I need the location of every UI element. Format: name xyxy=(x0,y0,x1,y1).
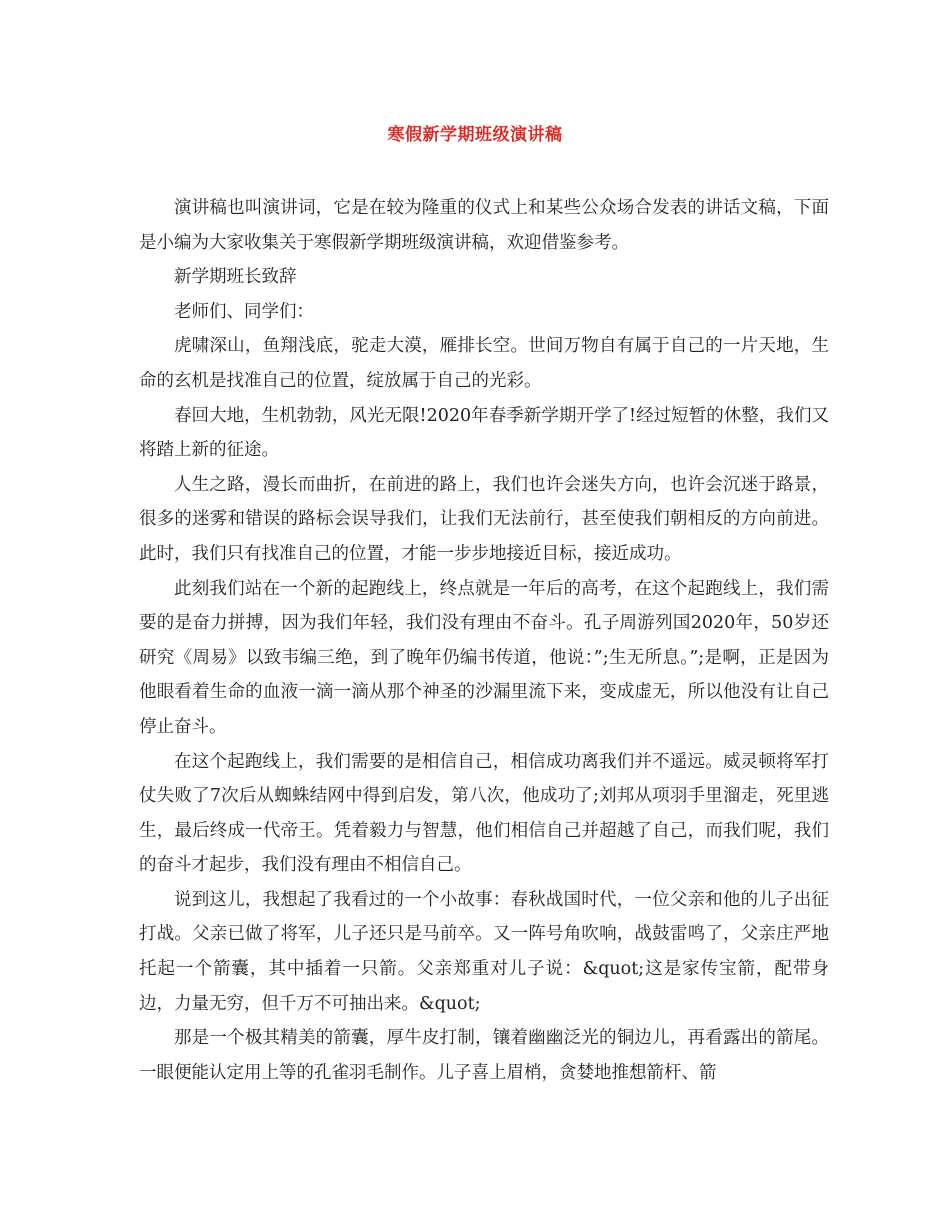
paragraph: 说到这儿，我想起了我看过的一个小故事：春秋战国时代，一位父亲和他的儿子出征打战。父亲已做了将军，儿子还只是马前卒。又一阵号角吹响，战鼓雷鸣了，父亲庄严地托起一个箭囊，其中插着一只箭。父亲郑重对儿子说：&quot;这是家传宝箭，配带身边，力量无穷，但千万不可抽出来。&quot; xyxy=(139,889,829,1014)
paragraph: 人生之路，漫长而曲折，在前进的路上，我们也许会迷失方向，也许会沉迷于路景，很多的迷雾和错误的路标会误导我们，让我们无法前行，甚至使我们朝相反的方向前进。此时，我们只有找准自己的位置，才能一步步地接近目标，接近成功。 xyxy=(139,474,829,564)
paragraph-intro: 演讲稿也叫演讲词，它是在较为隆重的仪式上和某些公众场合发表的讲话文稿，下面是小编为大家收集关于寒假新学期班级演讲稿，欢迎借鉴参考。 xyxy=(139,198,829,253)
paragraph-heading: 新学期班长致辞 xyxy=(174,267,297,288)
document-body xyxy=(139,191,829,1090)
paragraph: 虎啸深山，鱼翔浅底，驼走大漠，雁排长空。世间万物自有属于自己的一片天地，生命的玄机是找准自己的位置，绽放属于自己的光彩。 xyxy=(139,336,829,391)
paragraph: 春回大地，生机勃勃，风光无限!2020年春季新学期开学了!经过短暂的休整，我们又将踏上新的征途。 xyxy=(139,405,829,461)
paragraph: 在这个起跑线上，我们需要的是相信自己，相信成功离我们并不遥远。威灵顿将军打仗失败了7次后从蜘蛛结网中得到启发，第八次，他成功了;刘邦从项羽手里溜走，死里逃生，最后终成一代帝王。凭着毅力与智慧，他们相信自己并超越了自己，而我们呢，我们的奋斗才起步，我们没有理由不相信自己。 xyxy=(139,751,829,876)
document-title: 寒假新学期班级演讲稿 xyxy=(387,125,563,145)
paragraph: 那是一个极其精美的箭囊，厚牛皮打制，镶着幽幽泛光的铜边儿，再看露出的箭尾。一眼便能认定用上等的孔雀羽毛制作。儿子喜上眉梢，贪婪地推想箭杆、箭 xyxy=(139,1028,829,1083)
paragraph: 此刻我们站在一个新的起跑线上，终点就是一年后的高考，在这个起跑线上，我们需要的是奋力拼搏，因为我们年轻，我们没有理由不奋斗。孔子周游列国2020年，50岁还研究《周易》以致韦编三绝，到了晚年仍编书传道，他说：”;生无所息。”;是啊，正是因为他眼看着生命的血液一滴一滴从那个神圣的沙漏里流下来，变成虚无，所以他没有让自己停止奋斗。 xyxy=(139,578,829,737)
paragraph-salutation: 老师们、同学们： xyxy=(174,301,314,322)
